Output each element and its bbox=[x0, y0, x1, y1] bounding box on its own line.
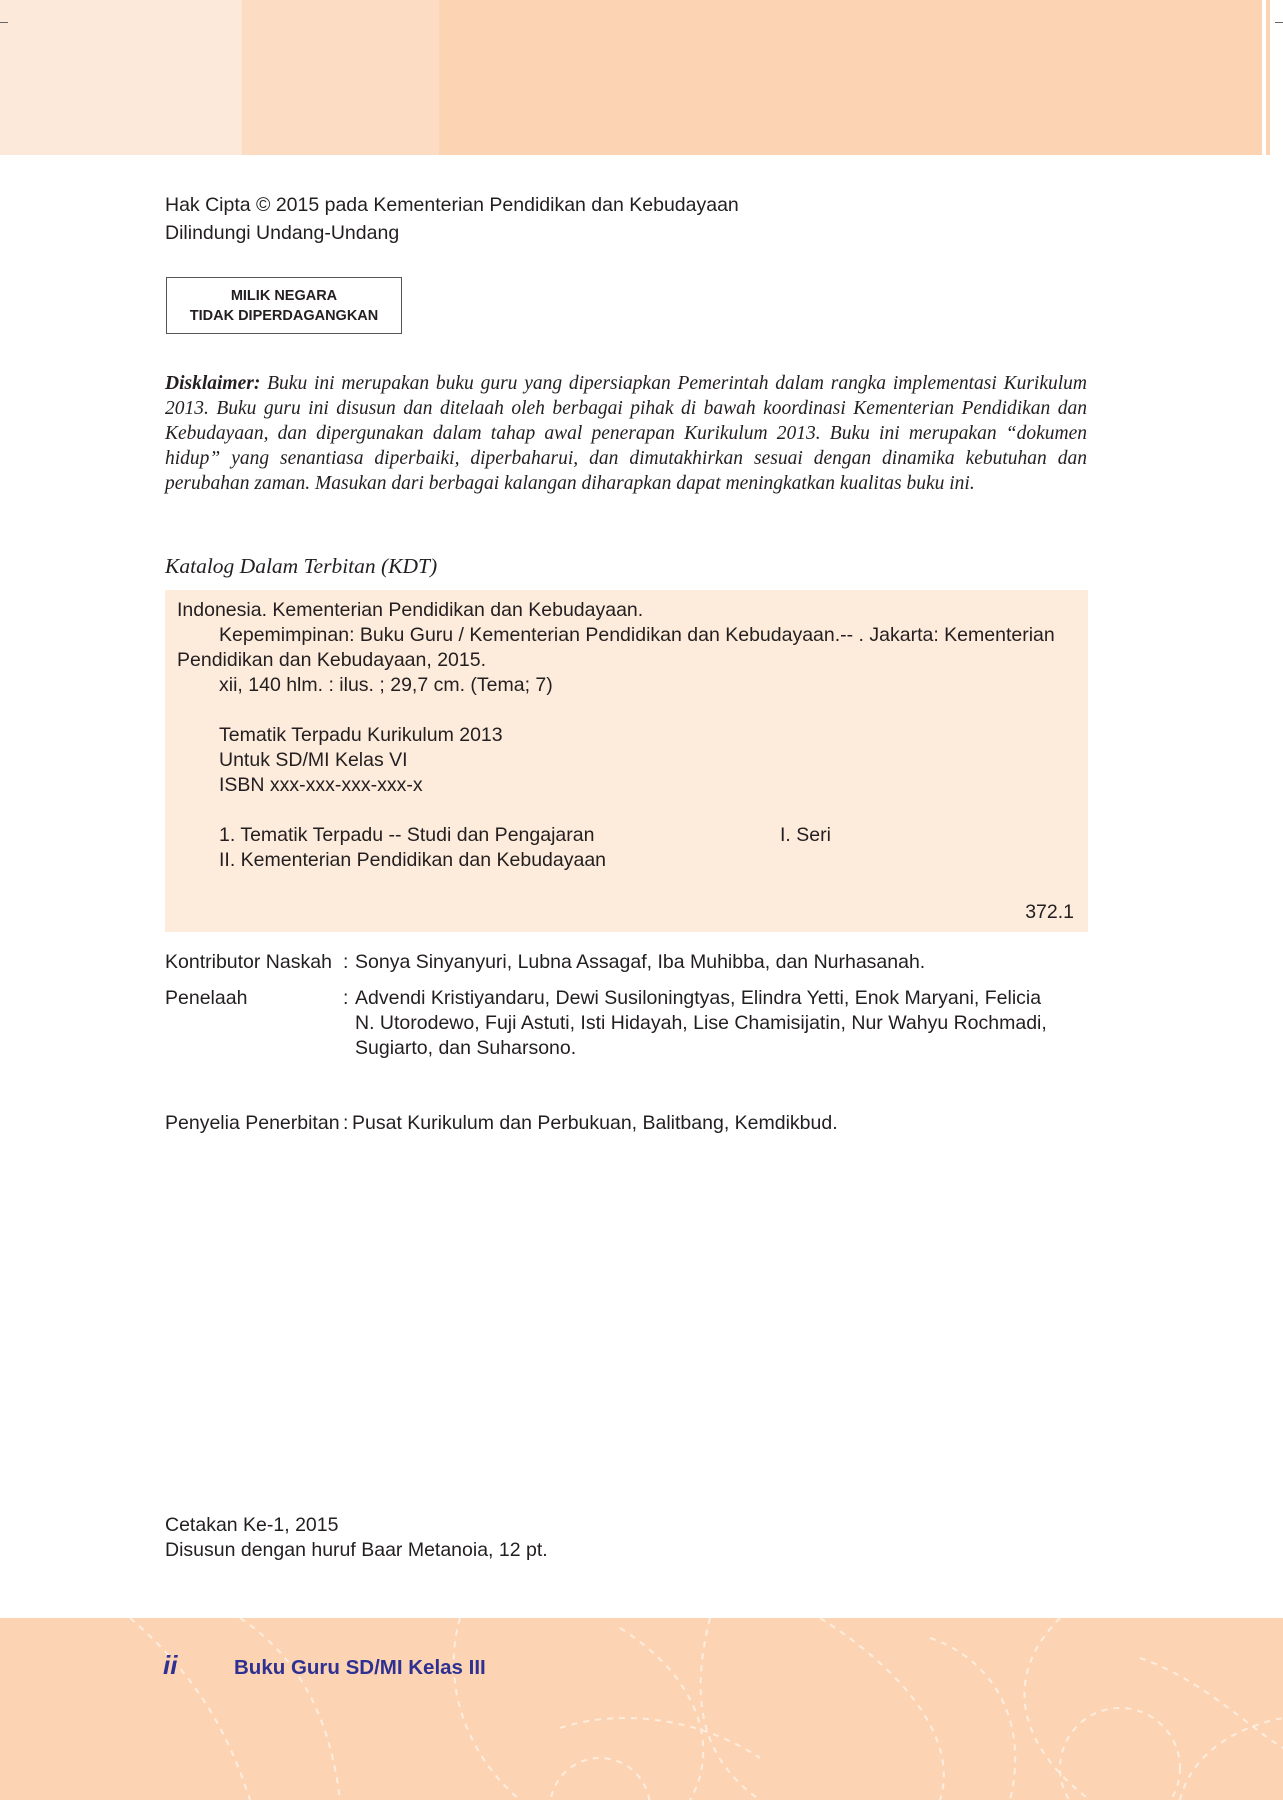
header-band-mid-block bbox=[242, 0, 439, 155]
header-band bbox=[0, 0, 1283, 155]
kdt-heading: Katalog Dalam Terbitan (KDT) bbox=[165, 554, 438, 578]
header-band-light-block bbox=[0, 0, 242, 155]
disclaimer-body: Buku ini merupakan buku guru yang dipersiapkan Pemerintah dalam rangka implementasi Kurikulum 2013. Buku guru ini disusun dan ditelaah oleh berbagai pihak di bawah koordinasi Kementerian Pendidikan dan Kebudayaan, dan dipergunakan dalam tahap awal penerapan Kurikulum 2013. Buku ini merupakan “dokumen hidup” yang senantiasa diperbaiki, diperbaharui, dan dimutakhirkan sesuai dengan dinamika kebutuhan dan perubahan zaman. Masukan dari berbagai kalangan diharapkan dapat meningkatkan kualitas buku ini. bbox=[165, 373, 1088, 494]
disclaimer-lead: Disklaimer: bbox=[165, 373, 261, 394]
kdt-author: Indonesia. Kementerian Pendidikan dan Kebudayaan. bbox=[177, 599, 644, 621]
kdt-subject-2: Untuk SD/MI Kelas VI bbox=[219, 749, 408, 771]
kdt-isbn: ISBN xxx-xxx-xxx-xxx-x bbox=[219, 774, 423, 796]
page-number: ii bbox=[163, 1650, 178, 1680]
kdt-entry-line-2: Pendidikan dan Kebudayaan, 2015. bbox=[177, 649, 487, 671]
reviewers-names-line-1: Advendi Kristiyandaru, Dewi Susiloningtyas, Elindra Yetti, Enok Maryani, Felicia bbox=[355, 987, 1042, 1009]
protection-line: Dilindungi Undang-Undang bbox=[165, 222, 400, 244]
reviewers-separator: : bbox=[343, 987, 349, 1009]
typeface-line: Disusun dengan huruf Baar Metanoia, 12 pt. bbox=[165, 1539, 548, 1561]
supervisor-label: Penyelia Penerbitan bbox=[165, 1112, 340, 1134]
stamp-line-2: TIDAK DIPERDAGANGKAN bbox=[189, 308, 379, 324]
state-property-stamp bbox=[166, 277, 402, 334]
footer-dashed-pattern bbox=[0, 1618, 1283, 1800]
kdt-classification-number: 372.1 bbox=[1025, 901, 1074, 923]
reviewers-names-line-2: N. Utorodewo, Fuji Astuti, Isti Hidayah, Lise Chamisijatin, Nur Wahyu Rochmadi, bbox=[355, 1012, 1047, 1034]
reviewers-label: Penelaah bbox=[165, 987, 248, 1009]
supervisor-separator: : bbox=[343, 1112, 349, 1134]
contributors-separator: : bbox=[343, 951, 349, 973]
header-band-margin bbox=[1270, 0, 1283, 155]
disclaimer-paragraph bbox=[165, 371, 1087, 496]
reviewers-names-line-3: Sugiarto, dan Suharsono. bbox=[355, 1037, 577, 1059]
crop-mark bbox=[0, 22, 8, 23]
header-band-edge bbox=[1262, 0, 1266, 155]
contributors-label: Kontributor Naskah bbox=[165, 951, 332, 973]
kdt-tracing-series: I. Seri bbox=[780, 824, 831, 846]
kdt-tracing-2: II. Kementerian Pendidikan dan Kebudayaan bbox=[219, 849, 607, 871]
contributors-names: Sonya Sinyanyuri, Lubna Assagaf, Iba Muhibba, dan Nurhasanah. bbox=[355, 951, 926, 973]
kdt-tracing-1: 1. Tematik Terpadu -- Studi dan Pengajaran bbox=[219, 824, 595, 846]
crop-mark bbox=[1275, 22, 1283, 23]
kdt-entry-line-1: Kepemimpinan: Buku Guru / Kementerian Pendidikan dan Kebudayaan.-- . Jakarta: Kementerian bbox=[219, 624, 1055, 646]
copyright-line: Hak Cipta © 2015 pada Kementerian Pendidikan dan Kebudayaan bbox=[165, 194, 739, 216]
footer-band bbox=[0, 1618, 1283, 1800]
kdt-subject-1: Tematik Terpadu Kurikulum 2013 bbox=[219, 724, 503, 746]
supervisor-name: Pusat Kurikulum dan Perbukuan, Balitbang, Kemdikbud. bbox=[352, 1112, 838, 1134]
kdt-catalog-box bbox=[165, 590, 1088, 932]
kdt-physical-description: xii, 140 hlm. : ilus. ; 29,7 cm. (Tema; 7) bbox=[219, 674, 553, 696]
stamp-line-1: MILIK NEGARA bbox=[230, 288, 338, 304]
footer-book-title: Buku Guru SD/MI Kelas III bbox=[234, 1656, 486, 1679]
edition-line: Cetakan Ke-1, 2015 bbox=[165, 1514, 339, 1536]
